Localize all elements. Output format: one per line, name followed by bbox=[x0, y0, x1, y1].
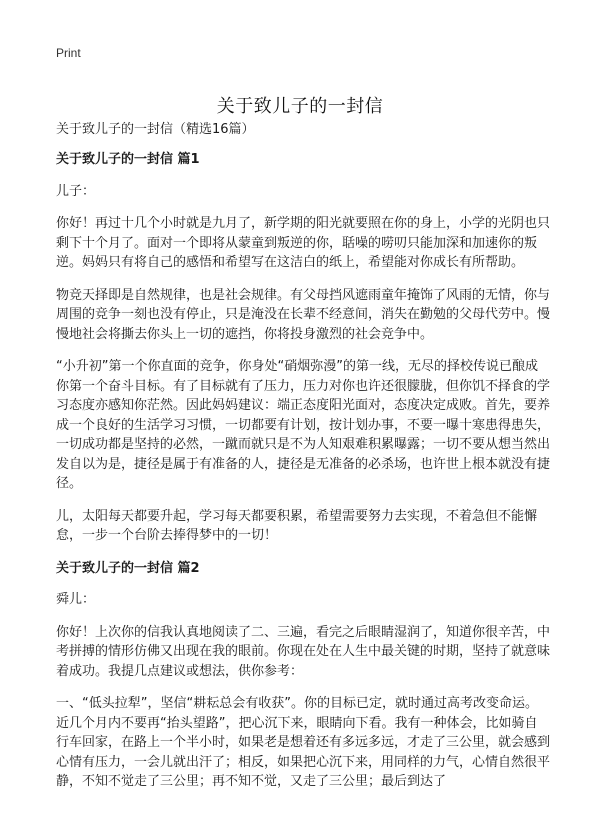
print-link[interactable]: Print bbox=[56, 46, 81, 60]
section-heading: 关于致儿子的一封信 篇1 bbox=[56, 152, 200, 167]
document-subtitle: 关于致儿子的一封信（精选16篇） bbox=[56, 122, 255, 137]
salutation: 舜儿： bbox=[56, 592, 96, 607]
body-paragraph: 你好！再过十几个小时就是九月了，新学期的阳光就要照在你的身上，小学的光阴也只剩下十个月了。面对一个即将从蒙童到叛逆的你，聒噪的唠叨只能加深和加速你的叛逆。妈妈只有将自己的感悟和希望写在这洁白的纸上，希望能对你成长有所帮助。 bbox=[56, 216, 551, 270]
salutation: 儿子： bbox=[56, 183, 96, 199]
document-body bbox=[56, 150, 550, 805]
body-paragraph: 一、“低头拉犁”，坚信“耕耘总会有收获”。你的目标已定，就时通过高考改变命运。近几个月内不要再“抬头望路”，把心沉下来，眼睛向下看。我有一种体会，比如骑自行车回家，在路上一个半小时，如果老是想着还有多远多远，才走了三公里，就会感到心情有压力，一会儿就出汗了；相反，如果把心沉下来，用同样的力气，心情自然很平静，不知不觉走了三公里；再不知不觉，又走了三公里；最后到达了 bbox=[56, 696, 551, 789]
section-heading: 关于致儿子的一封信 篇2 bbox=[56, 560, 200, 576]
page-title: 关于致儿子的一封信 bbox=[216, 96, 384, 118]
body-paragraph: 你好！上次你的信我认真地阅读了二、三遍，看完之后眼睛湿润了，知道你很辛苦，中考拼搏的情形仿佛又出现在我的眼前。你现在处在人生中最关键的时期，坚持了就意味着成功。我提几点建议或想法，供你参考： bbox=[56, 624, 551, 679]
body-paragraph: “小升初”第一个你直面的竞争，你身处“硝烟弥漫”的第一线，无尽的择校传说已酿成你第一个奋斗目标。有了目标就有了压力，压力对你也许还很朦胧，但你饥不择食的学习态度亦感知你茫然。因此妈妈建议：端正态度阳光面对，态度决定成败。首先，要养成一个良好的生活学习习惯，一切都要有计划，按计划办事，不要一曝十寒患得患失，一切成功都是坚持的必然，一蹴而就只是不为人知艰难积累曝露；一切不要从想当然出发自以为是，捷径是属于有准备的人，捷径是无准备的必杀场，也许世上根本就没有捷径。 bbox=[56, 359, 551, 491]
body-paragraph: 儿，太阳每天都要升起，学习每天都要积累，希望需要努力去实现，不着急但不能懈怠，一步一个台阶去捧得梦中的一切！ bbox=[56, 508, 538, 543]
body-paragraph: 物竞天择即是自然规律，也是社会规律。有父母挡风遮雨童年掩饰了风雨的无情，你与周围的竞争一刻也没有停止，只是淹没在长辈不经意间，消失在勤勉的父母代劳中。慢慢地社会将撕去你头上一切的遮挡，你将投身激烈的社会竞争中。 bbox=[56, 287, 551, 342]
